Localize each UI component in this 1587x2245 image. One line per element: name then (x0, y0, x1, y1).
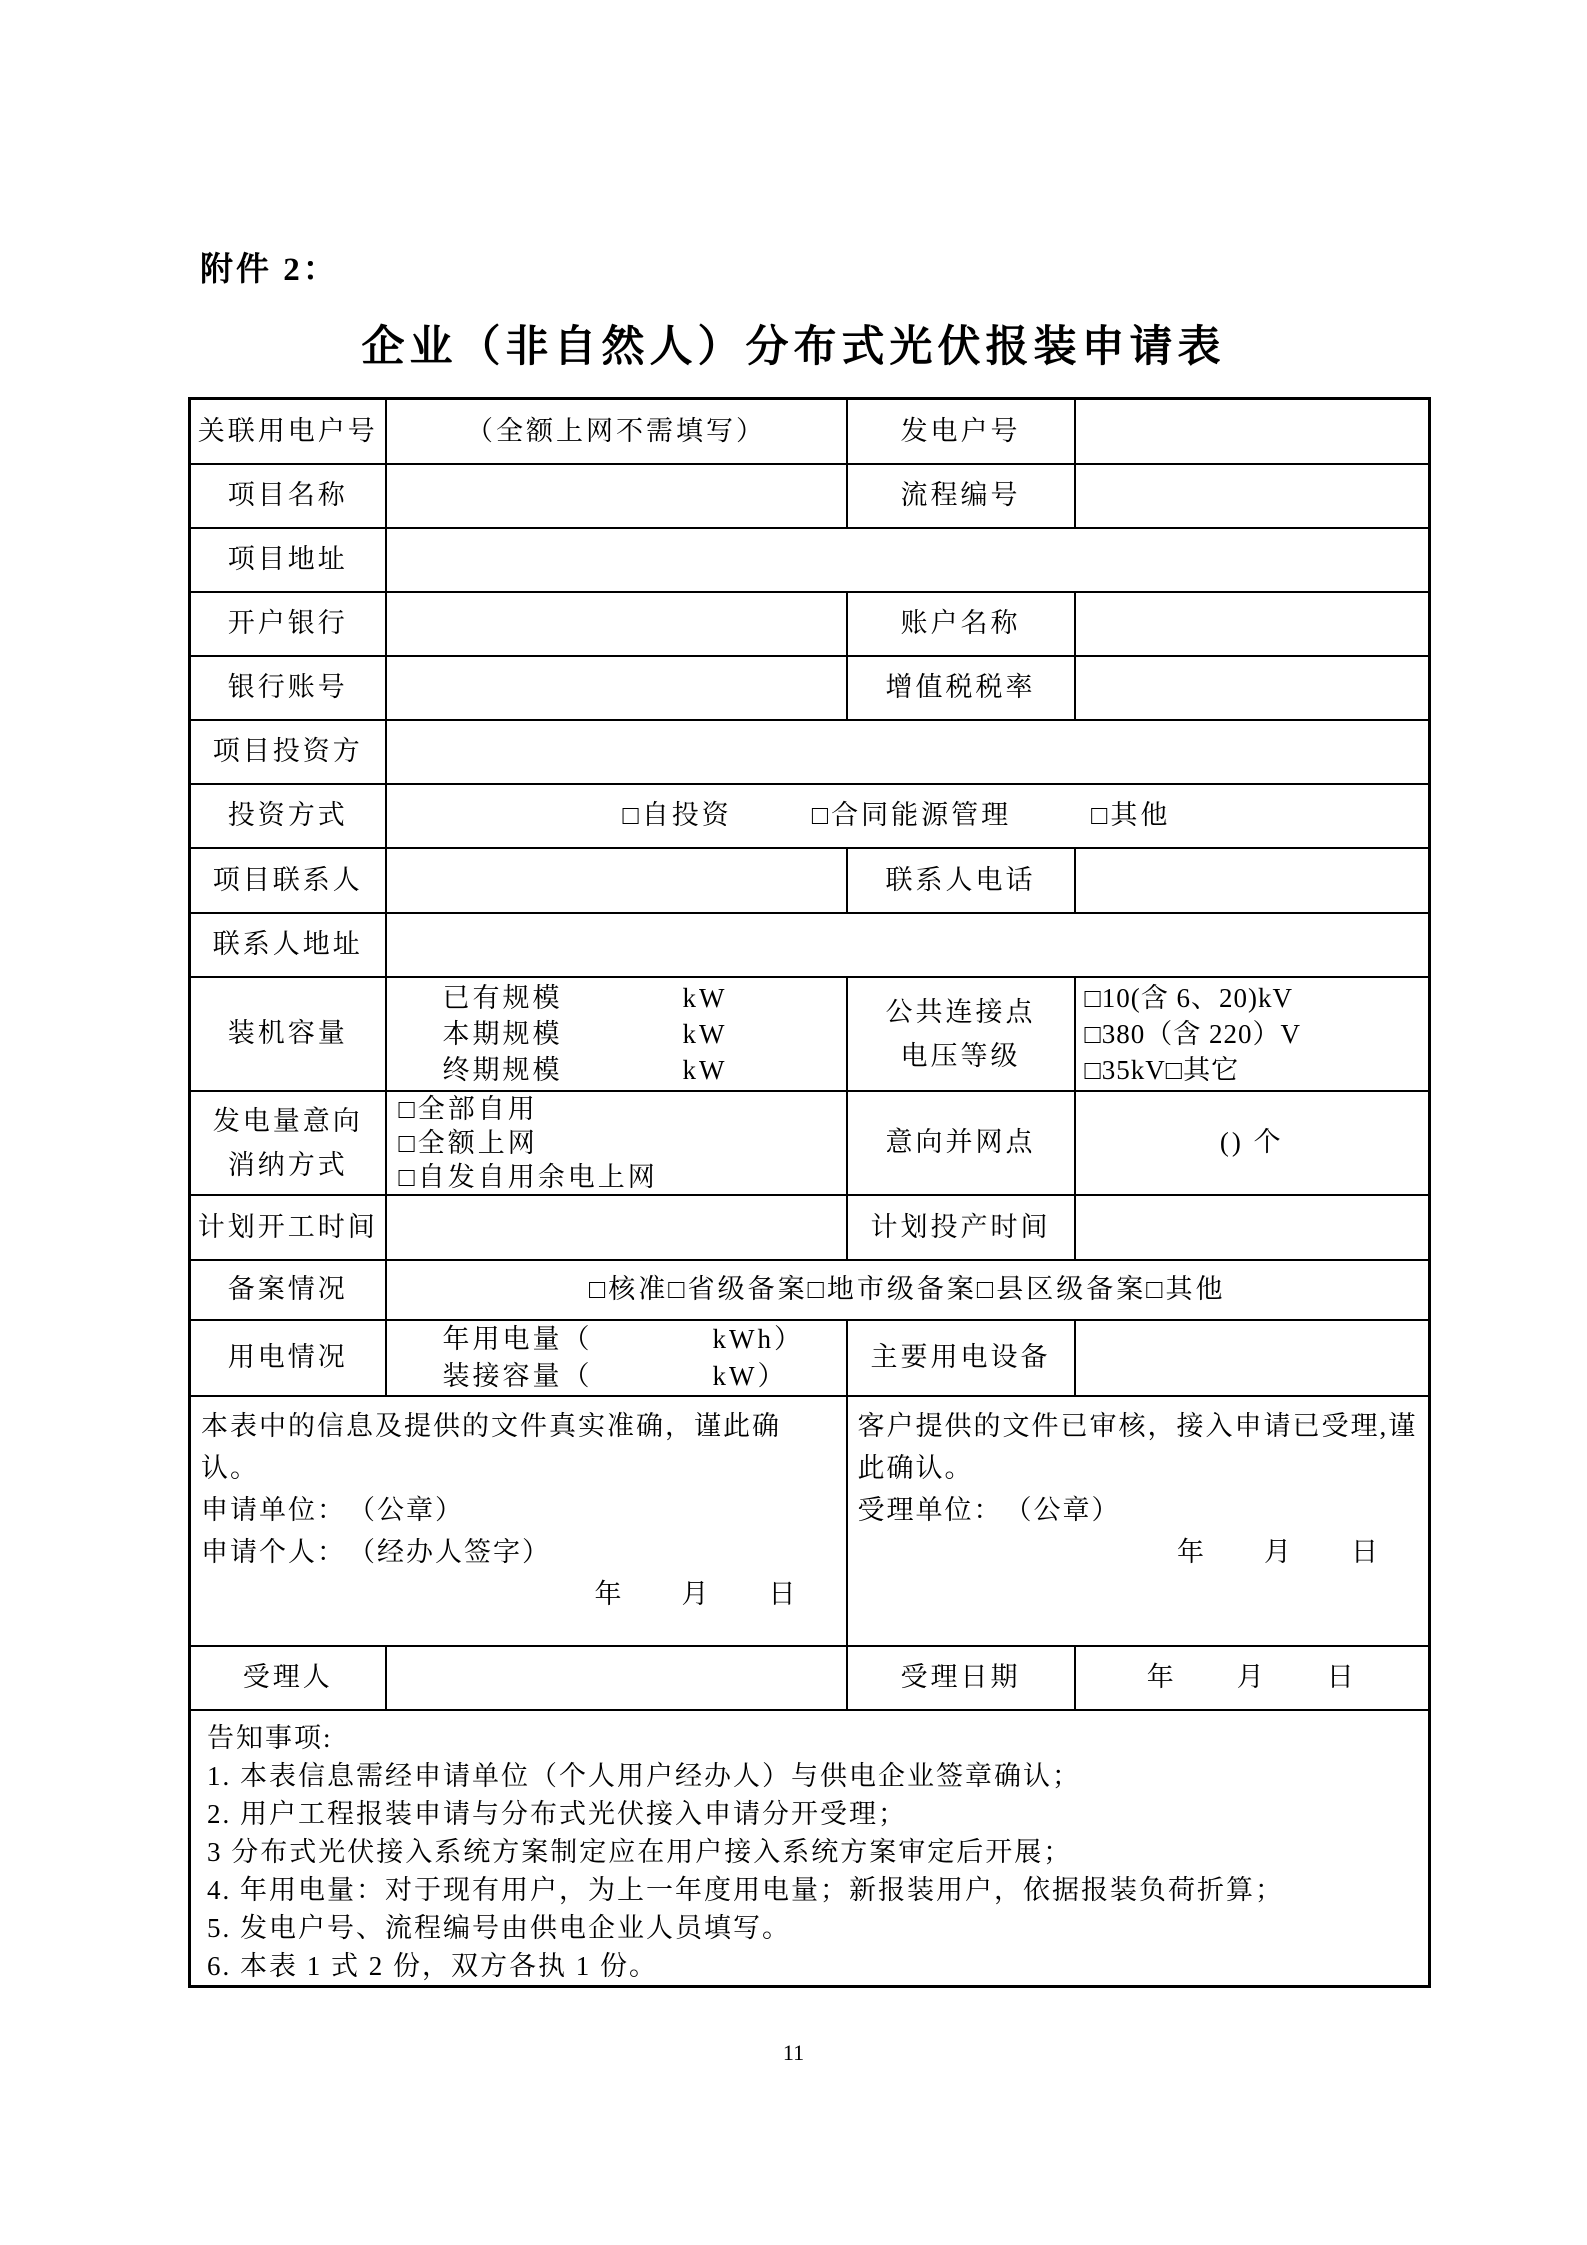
capacity-current-unit: kW (682, 1018, 728, 1049)
label-main-equipment: 主要用电设备 (847, 1320, 1075, 1396)
field-planned-start (386, 1195, 847, 1260)
row-investment-type (190, 784, 1430, 848)
utility-date-line: 年 月 日 (1177, 1536, 1380, 1567)
note-item-4: 4. 年用电量：对于现有用户，为上一年度用电量；新报装用户，依据报装负荷折算； (207, 1874, 1284, 1905)
label-consumption-mode (190, 1091, 386, 1195)
row-confirmation (190, 1396, 1430, 1646)
label-capacity: 装机容量 (190, 977, 386, 1091)
label-bank: 开户银行 (190, 592, 386, 656)
field-project-address (386, 528, 1430, 592)
label-acceptor: 受理人 (190, 1646, 386, 1710)
row-consumption-mode (190, 1091, 1430, 1195)
checkbox-voltage-10kv: □10(含 6、20)kV (1084, 982, 1294, 1013)
label-generation-account: 发电户号 (847, 399, 1075, 464)
applicant-person-sign-line: 申请个人： （经办人签字） (201, 1536, 551, 1567)
checkbox-self-investment: □自投资 (622, 800, 732, 831)
label-grid-connection-point: 意向并网点 (847, 1091, 1075, 1195)
form-title: 企业（非自然人）分布式光伏报装申请表 (361, 324, 1226, 371)
label-power-usage: 用电情况 (190, 1320, 386, 1396)
field-investor (386, 720, 1430, 784)
label-filing: 备案情况 (190, 1260, 386, 1320)
field-contact (386, 848, 847, 913)
label-consumption-line2: 消纳方式 (227, 1149, 348, 1180)
label-consumption-line1: 发电量意向 (212, 1105, 363, 1136)
capacity-current-label: 本期规模 (442, 1018, 563, 1049)
label-planned-production: 计划投产时间 (847, 1195, 1075, 1260)
row-investor (190, 720, 1430, 784)
field-vat-rate (1075, 656, 1430, 720)
notes-title: 告知事项: (207, 1722, 333, 1753)
row-schedule (190, 1195, 1430, 1260)
note-item-1: 1. 本表信息需经申请单位（个人用户经办人）与供电企业签章确认； (207, 1760, 1081, 1791)
field-bank (386, 592, 847, 656)
label-investor: 项目投资方 (190, 720, 386, 784)
label-connection-voltage (847, 977, 1075, 1091)
capacity-existing-unit: kW (682, 982, 728, 1013)
field-acceptor (386, 1646, 847, 1710)
attachment-label: 附件 2： (200, 252, 339, 288)
applicant-date-line: 年 月 日 (594, 1578, 798, 1609)
checkbox-all-self-use: □全部自用 (398, 1093, 538, 1124)
field-grid-connection-point: () 个 (1075, 1091, 1430, 1195)
row-contact (190, 848, 1430, 913)
row-contact-address (190, 913, 1430, 977)
utility-confirmation-cell (847, 1396, 1430, 1646)
annual-usage-line: 年用电量（ kWh） (442, 1323, 804, 1354)
checkbox-energy-management-contract: □合同能源管理 (811, 800, 1012, 831)
label-vat-rate: 增值税税率 (847, 656, 1075, 720)
row-bank (190, 592, 1430, 656)
installed-capacity-line: 装接容量（ kW） (442, 1360, 788, 1391)
field-consumption-options (386, 1091, 847, 1195)
label-bank-account: 银行账号 (190, 656, 386, 720)
field-linked-account: （全额上网不需填写） (386, 399, 847, 464)
field-voltage-options (1075, 977, 1430, 1091)
label-acceptance-date: 受理日期 (847, 1646, 1075, 1710)
notes-cell (190, 1710, 1430, 1987)
field-process-number (1075, 464, 1430, 528)
field-contact-address (386, 913, 1430, 977)
label-connection-voltage-line2: 电压等级 (900, 1040, 1021, 1071)
applicant-confirmation-statement: 本表中的信息及提供的文件真实准确，谨此确认。 (201, 1410, 781, 1483)
applicant-confirmation-cell (190, 1396, 847, 1646)
row-filing (190, 1260, 1430, 1320)
row-project-name (190, 464, 1430, 528)
note-item-2: 2. 用户工程报装申请与分布式光伏接入申请分开受理； (207, 1798, 907, 1829)
capacity-existing-label: 已有规模 (442, 982, 563, 1013)
label-project-address: 项目地址 (190, 528, 386, 592)
capacity-final-unit: kW (682, 1054, 728, 1085)
field-filing-options: □核准□省级备案□地市级备案□县区级备案□其他 (386, 1260, 1430, 1320)
capacity-final-label: 终期规模 (442, 1054, 563, 1085)
application-form-table (188, 397, 1431, 1988)
field-acceptance-date: 年 月 日 (1075, 1646, 1430, 1710)
field-planned-production (1075, 1195, 1430, 1260)
row-project-address (190, 528, 1430, 592)
row-capacity (190, 977, 1430, 1091)
field-bank-account (386, 656, 847, 720)
label-contact-phone: 联系人电话 (847, 848, 1075, 913)
label-contact-address: 联系人地址 (190, 913, 386, 977)
note-item-3: 3 分布式光伏接入系统方案制定应在用户接入系统方案审定后开展； (207, 1836, 1073, 1867)
label-process-number: 流程编号 (847, 464, 1075, 528)
applicant-unit-seal-line: 申请单位： （公章） (201, 1494, 464, 1525)
field-power-usage (386, 1320, 847, 1396)
label-account-name: 账户名称 (847, 592, 1075, 656)
row-acceptor (190, 1646, 1430, 1710)
utility-confirmation-statement: 客户提供的文件已审核，接入申请已受理,谨此确认。 (857, 1410, 1418, 1483)
label-contact: 项目联系人 (190, 848, 386, 913)
note-item-5: 5. 发电户号、流程编号由供电企业人员填写。 (207, 1912, 791, 1943)
label-investment-type: 投资方式 (190, 784, 386, 848)
field-investment-type (386, 784, 1430, 848)
label-planned-start: 计划开工时间 (190, 1195, 386, 1260)
field-generation-account (1075, 399, 1430, 464)
checkbox-self-use-surplus-grid: □自发自用余电上网 (398, 1161, 658, 1192)
field-account-name (1075, 592, 1430, 656)
checkbox-investment-other: □其他 (1091, 800, 1171, 831)
label-project-name: 项目名称 (190, 464, 386, 528)
field-main-equipment (1075, 1320, 1430, 1396)
row-notes (190, 1710, 1430, 1987)
label-linked-account: 关联用电户号 (190, 399, 386, 464)
row-power-usage (190, 1320, 1430, 1396)
field-capacity-scales (386, 977, 847, 1091)
utility-unit-seal-line: 受理单位： （公章） (857, 1494, 1121, 1525)
row-linked-account (190, 399, 1430, 464)
page-number: 11 (782, 2040, 805, 2065)
checkbox-voltage-35kv-other: □35kV□其它 (1084, 1054, 1240, 1085)
label-connection-voltage-line1: 公共连接点 (885, 996, 1036, 1027)
checkbox-voltage-380v: □380（含 220）V (1084, 1018, 1302, 1049)
field-contact-phone (1075, 848, 1430, 913)
field-project-name (386, 464, 847, 528)
checkbox-full-grid: □全额上网 (398, 1127, 538, 1158)
note-item-6: 6. 本表 1 式 2 份，双方各执 1 份。 (207, 1950, 658, 1981)
row-bank-account (190, 656, 1430, 720)
